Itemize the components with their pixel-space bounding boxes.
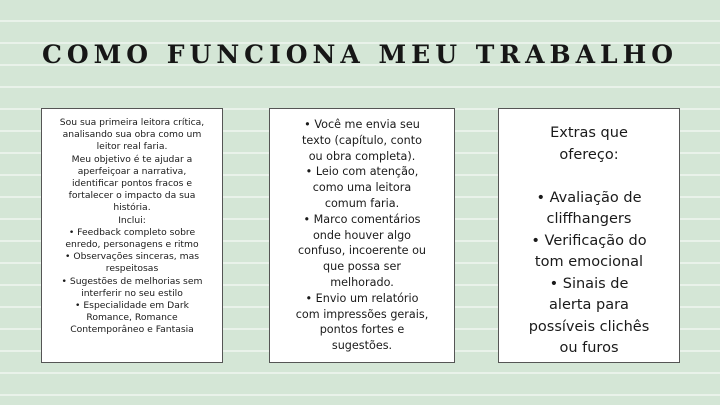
card-extras-heading: Extras que ofereço:: [550, 125, 628, 163]
card-about-includes-heading: Inclui:: [118, 214, 146, 226]
card-process-step-read: • Leio com atenção, como uma leitora comum faria.: [305, 165, 419, 210]
card-extras-item-cliffhangers: • Avaliação de cliffhangers: [536, 189, 642, 227]
card-about-item-suggestions: • Sugestões de melhorias sem interferir no seu estilo: [61, 275, 203, 299]
card-extras: [498, 108, 680, 363]
card-extras-item-warnings: • Sinais de alerta para possíveis clichês ou furos: [528, 275, 650, 356]
card-process-step-send: • Você me envia seu texto (capítulo, conto ou obra completa).: [302, 118, 422, 163]
card-extras-item-tone: • Verificação do tom emocional: [531, 232, 647, 270]
card-process-step-comment: • Marco comentários onde houver algo confuso, incoerente ou que possa ser melhorado.: [297, 212, 427, 289]
card-about-item-observations: • Observações sinceras, mas respeitosas: [65, 251, 199, 275]
page-title: COMO FUNCIONA MEU TRABALHO: [41, 40, 679, 69]
card-process: [269, 108, 455, 363]
card-extras-spacer: [587, 166, 592, 188]
card-about-item-specialty: • Especialidade em Dark Romance, Romance Contemporâneo e Fantasia: [70, 300, 194, 336]
card-process-step-report: • Envio um relatório com impressões gerais, pontos fortes e sugestões.: [295, 291, 429, 353]
card-about-item-feedback: • Feedback completo sobre enredo, personagens e ritmo: [65, 226, 199, 251]
card-about-intro: Sou sua primeira leitora crítica, analisando sua obra como um leitor real faria.: [59, 117, 205, 153]
card-about-goal: Meu objetivo é te ajudar a aperfeiçoar a narrativa, identificar pontos fracos e fortalecer o impacto da sua história.: [68, 153, 196, 214]
card-about: [41, 108, 223, 363]
